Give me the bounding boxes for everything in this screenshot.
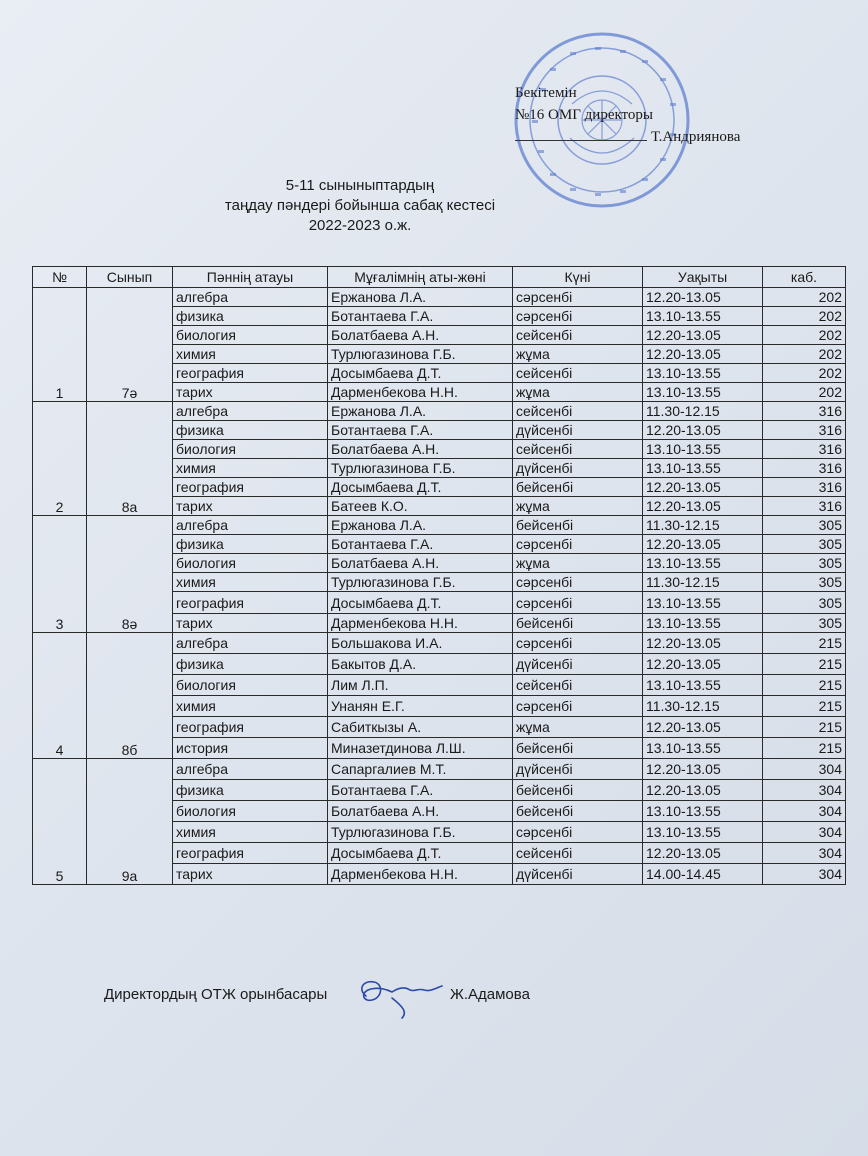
cell-subject: география xyxy=(173,717,328,738)
cell-day: жұма xyxy=(513,497,643,516)
cell-day: бейсенбі xyxy=(513,801,643,822)
cell-room: 305 xyxy=(763,614,846,633)
approval-block xyxy=(515,82,740,148)
cell-time: 13.10-13.55 xyxy=(643,738,763,759)
header-day: Күні xyxy=(513,267,643,288)
cell-room: 316 xyxy=(763,402,846,421)
cell-room: 215 xyxy=(763,654,846,675)
cell-teacher: Ержанова Л.А. xyxy=(328,402,513,421)
cell-teacher: Миназетдинова Л.Ш. xyxy=(328,738,513,759)
cell-teacher: Сабиткызы А. xyxy=(328,717,513,738)
deputy-name: Ж.Адамова xyxy=(450,986,530,1003)
cell-subject: тарих xyxy=(173,864,328,885)
cell-teacher: Ботантаева Г.А. xyxy=(328,421,513,440)
cell-day: бейсенбі xyxy=(513,478,643,497)
cell-room: 316 xyxy=(763,459,846,478)
cell-subject: химия xyxy=(173,822,328,843)
cell-subject: биология xyxy=(173,801,328,822)
cell-day: дүйсенбі xyxy=(513,864,643,885)
director-name: Т.Андриянова xyxy=(651,129,741,145)
cell-time: 11.30-12.15 xyxy=(643,402,763,421)
cell-time: 12.20-13.05 xyxy=(643,421,763,440)
cell-room: 215 xyxy=(763,738,846,759)
cell-room: 215 xyxy=(763,696,846,717)
cell-room: 202 xyxy=(763,288,846,307)
cell-teacher: Досымбаева Д.Т. xyxy=(328,364,513,383)
cell-teacher: Турлюгазинова Г.Б. xyxy=(328,822,513,843)
cell-teacher: Турлюгазинова Г.Б. xyxy=(328,459,513,478)
cell-room: 316 xyxy=(763,421,846,440)
cell-time: 13.10-13.55 xyxy=(643,675,763,696)
cell-subject: алгебра xyxy=(173,516,328,535)
cell-time: 13.10-13.55 xyxy=(643,307,763,326)
cell-day: жұма xyxy=(513,717,643,738)
cell-time: 12.20-13.05 xyxy=(643,535,763,554)
table-row xyxy=(33,288,846,307)
cell-teacher: Ержанова Л.А. xyxy=(328,516,513,535)
footer-signature-block xyxy=(104,986,530,1003)
cell-day: дүйсенбі xyxy=(513,459,643,478)
cell-subject: география xyxy=(173,478,328,497)
header-room: каб. xyxy=(763,267,846,288)
cell-day: сейсенбі xyxy=(513,326,643,345)
cell-room: 215 xyxy=(763,633,846,654)
cell-teacher: Болатбаева А.Н. xyxy=(328,326,513,345)
cell-room: 304 xyxy=(763,780,846,801)
table-row xyxy=(33,633,846,654)
cell-time: 14.00-14.45 xyxy=(643,864,763,885)
approval-heading: Бекітемін xyxy=(515,85,577,101)
cell-day: бейсенбі xyxy=(513,738,643,759)
cell-subject: физика xyxy=(173,654,328,675)
deputy-signature xyxy=(352,968,447,1023)
cell-subject: тарих xyxy=(173,614,328,633)
header-no: № xyxy=(33,267,87,288)
cell-time: 12.20-13.05 xyxy=(643,478,763,497)
cell-time: 11.30-12.15 xyxy=(643,696,763,717)
table-row xyxy=(33,516,846,535)
cell-subject: география xyxy=(173,843,328,864)
cell-subject: история xyxy=(173,738,328,759)
cell-time: 12.20-13.05 xyxy=(643,497,763,516)
cell-time: 12.20-13.05 xyxy=(643,288,763,307)
deputy-position: Директордың ОТЖ орынбасары xyxy=(104,986,328,1003)
group-number: 3 xyxy=(33,516,87,633)
cell-day: бейсенбі xyxy=(513,780,643,801)
approval-signatory xyxy=(515,126,740,148)
group-class: 9а xyxy=(87,759,173,885)
cell-subject: алгебра xyxy=(173,402,328,421)
cell-teacher: Ботантаева Г.А. xyxy=(328,535,513,554)
cell-subject: биология xyxy=(173,326,328,345)
cell-time: 13.10-13.55 xyxy=(643,822,763,843)
signature-line xyxy=(515,126,647,141)
cell-day: сәрсенбі xyxy=(513,592,643,614)
table-row xyxy=(33,402,846,421)
cell-subject: тарих xyxy=(173,383,328,402)
title-line-2: таңдау пәндері бойынша сабақ кестесі xyxy=(224,197,496,214)
header-teacher: Мұғалімнің аты-жөні xyxy=(328,267,513,288)
group-number: 4 xyxy=(33,633,87,759)
cell-room: 215 xyxy=(763,675,846,696)
cell-day: дүйсенбі xyxy=(513,654,643,675)
cell-subject: алгебра xyxy=(173,759,328,780)
cell-day: бейсенбі xyxy=(513,516,643,535)
cell-room: 202 xyxy=(763,326,846,345)
cell-day: дүйсенбі xyxy=(513,759,643,780)
cell-room: 202 xyxy=(763,345,846,364)
group-number: 5 xyxy=(33,759,87,885)
cell-subject: биология xyxy=(173,440,328,459)
cell-room: 215 xyxy=(763,717,846,738)
cell-subject: химия xyxy=(173,696,328,717)
cell-time: 12.20-13.05 xyxy=(643,654,763,675)
cell-room: 316 xyxy=(763,497,846,516)
cell-room: 304 xyxy=(763,864,846,885)
cell-time: 11.30-12.15 xyxy=(643,573,763,592)
cell-room: 304 xyxy=(763,759,846,780)
cell-time: 13.10-13.55 xyxy=(643,801,763,822)
cell-teacher: Ботантаева Г.А. xyxy=(328,307,513,326)
cell-subject: физика xyxy=(173,780,328,801)
cell-subject: химия xyxy=(173,459,328,478)
cell-time: 12.20-13.05 xyxy=(643,780,763,801)
document-title xyxy=(180,176,540,236)
cell-teacher: Досымбаева Д.Т. xyxy=(328,478,513,497)
cell-time: 13.10-13.55 xyxy=(643,554,763,573)
cell-subject: география xyxy=(173,364,328,383)
cell-teacher: Дарменбекова Н.Н. xyxy=(328,614,513,633)
cell-time: 12.20-13.05 xyxy=(643,717,763,738)
cell-teacher: Болатбаева А.Н. xyxy=(328,801,513,822)
cell-time: 13.10-13.55 xyxy=(643,364,763,383)
cell-subject: химия xyxy=(173,345,328,364)
header-subject: Пәннің атауы xyxy=(173,267,328,288)
cell-teacher: Болатбаева А.Н. xyxy=(328,440,513,459)
cell-subject: химия xyxy=(173,573,328,592)
cell-day: сәрсенбі xyxy=(513,822,643,843)
cell-day: сәрсенбі xyxy=(513,288,643,307)
cell-time: 12.20-13.05 xyxy=(643,345,763,364)
cell-teacher: Турлюгазинова Г.Б. xyxy=(328,345,513,364)
cell-day: сәрсенбі xyxy=(513,633,643,654)
cell-room: 316 xyxy=(763,440,846,459)
cell-room: 304 xyxy=(763,843,846,864)
cell-room: 305 xyxy=(763,554,846,573)
cell-room: 316 xyxy=(763,478,846,497)
title-line-1: 5-11 сыныныптардың xyxy=(285,177,435,194)
cell-time: 13.10-13.55 xyxy=(643,614,763,633)
cell-teacher: Болатбаева А.Н. xyxy=(328,554,513,573)
cell-room: 305 xyxy=(763,535,846,554)
cell-day: сәрсенбі xyxy=(513,696,643,717)
cell-subject: физика xyxy=(173,535,328,554)
approval-position: №16 ОМГ директоры xyxy=(515,107,653,123)
cell-room: 305 xyxy=(763,516,846,535)
table-row xyxy=(33,759,846,780)
cell-time: 12.20-13.05 xyxy=(643,759,763,780)
cell-day: сәрсенбі xyxy=(513,535,643,554)
cell-teacher: Большакова И.А. xyxy=(328,633,513,654)
group-class: 8а xyxy=(87,402,173,516)
cell-teacher: Турлюгазинова Г.Б. xyxy=(328,573,513,592)
cell-room: 304 xyxy=(763,801,846,822)
cell-teacher: Ботантаева Г.А. xyxy=(328,780,513,801)
cell-room: 202 xyxy=(763,383,846,402)
cell-teacher: Досымбаева Д.Т. xyxy=(328,592,513,614)
cell-time: 13.10-13.55 xyxy=(643,592,763,614)
cell-day: бейсенбі xyxy=(513,614,643,633)
cell-day: сәрсенбі xyxy=(513,573,643,592)
title-line-3: 2022-2023 о.ж. xyxy=(308,217,412,234)
cell-day: жұма xyxy=(513,383,643,402)
cell-subject: алгебра xyxy=(173,633,328,654)
cell-subject: физика xyxy=(173,421,328,440)
header-time: Уақыты xyxy=(643,267,763,288)
cell-room: 305 xyxy=(763,592,846,614)
cell-time: 11.30-12.15 xyxy=(643,516,763,535)
cell-teacher: Унанян Е.Г. xyxy=(328,696,513,717)
cell-subject: физика xyxy=(173,307,328,326)
cell-subject: география xyxy=(173,592,328,614)
cell-day: сәрсенбі xyxy=(513,307,643,326)
cell-teacher: Дарменбекова Н.Н. xyxy=(328,864,513,885)
cell-day: жұма xyxy=(513,554,643,573)
cell-teacher: Батеев К.О. xyxy=(328,497,513,516)
group-class: 7ә xyxy=(87,288,173,402)
cell-day: сейсенбі xyxy=(513,440,643,459)
cell-day: сейсенбі xyxy=(513,364,643,383)
cell-teacher: Ержанова Л.А. xyxy=(328,288,513,307)
group-number: 2 xyxy=(33,402,87,516)
cell-teacher: Лим Л.П. xyxy=(328,675,513,696)
cell-room: 304 xyxy=(763,822,846,843)
cell-teacher: Сапаргалиев М.Т. xyxy=(328,759,513,780)
cell-time: 12.20-13.05 xyxy=(643,326,763,345)
cell-day: дүйсенбі xyxy=(513,421,643,440)
header-class: Сынып xyxy=(87,267,173,288)
cell-time: 13.10-13.55 xyxy=(643,383,763,402)
cell-time: 13.10-13.55 xyxy=(643,440,763,459)
cell-day: сейсенбі xyxy=(513,402,643,421)
cell-room: 202 xyxy=(763,307,846,326)
cell-subject: биология xyxy=(173,675,328,696)
cell-day: жұма xyxy=(513,345,643,364)
group-class: 8ә xyxy=(87,516,173,633)
group-class: 8б xyxy=(87,633,173,759)
cell-room: 305 xyxy=(763,573,846,592)
cell-teacher: Дарменбекова Н.Н. xyxy=(328,383,513,402)
cell-time: 12.20-13.05 xyxy=(643,633,763,654)
schedule-table xyxy=(32,266,846,885)
table-header-row xyxy=(33,267,846,288)
cell-subject: алгебра xyxy=(173,288,328,307)
cell-day: сейсенбі xyxy=(513,675,643,696)
group-number: 1 xyxy=(33,288,87,402)
cell-teacher: Досымбаева Д.Т. xyxy=(328,843,513,864)
cell-teacher: Бакытов Д.А. xyxy=(328,654,513,675)
cell-time: 13.10-13.55 xyxy=(643,459,763,478)
cell-time: 12.20-13.05 xyxy=(643,843,763,864)
cell-subject: биология xyxy=(173,554,328,573)
cell-day: сейсенбі xyxy=(513,843,643,864)
cell-subject: тарих xyxy=(173,497,328,516)
cell-room: 202 xyxy=(763,364,846,383)
